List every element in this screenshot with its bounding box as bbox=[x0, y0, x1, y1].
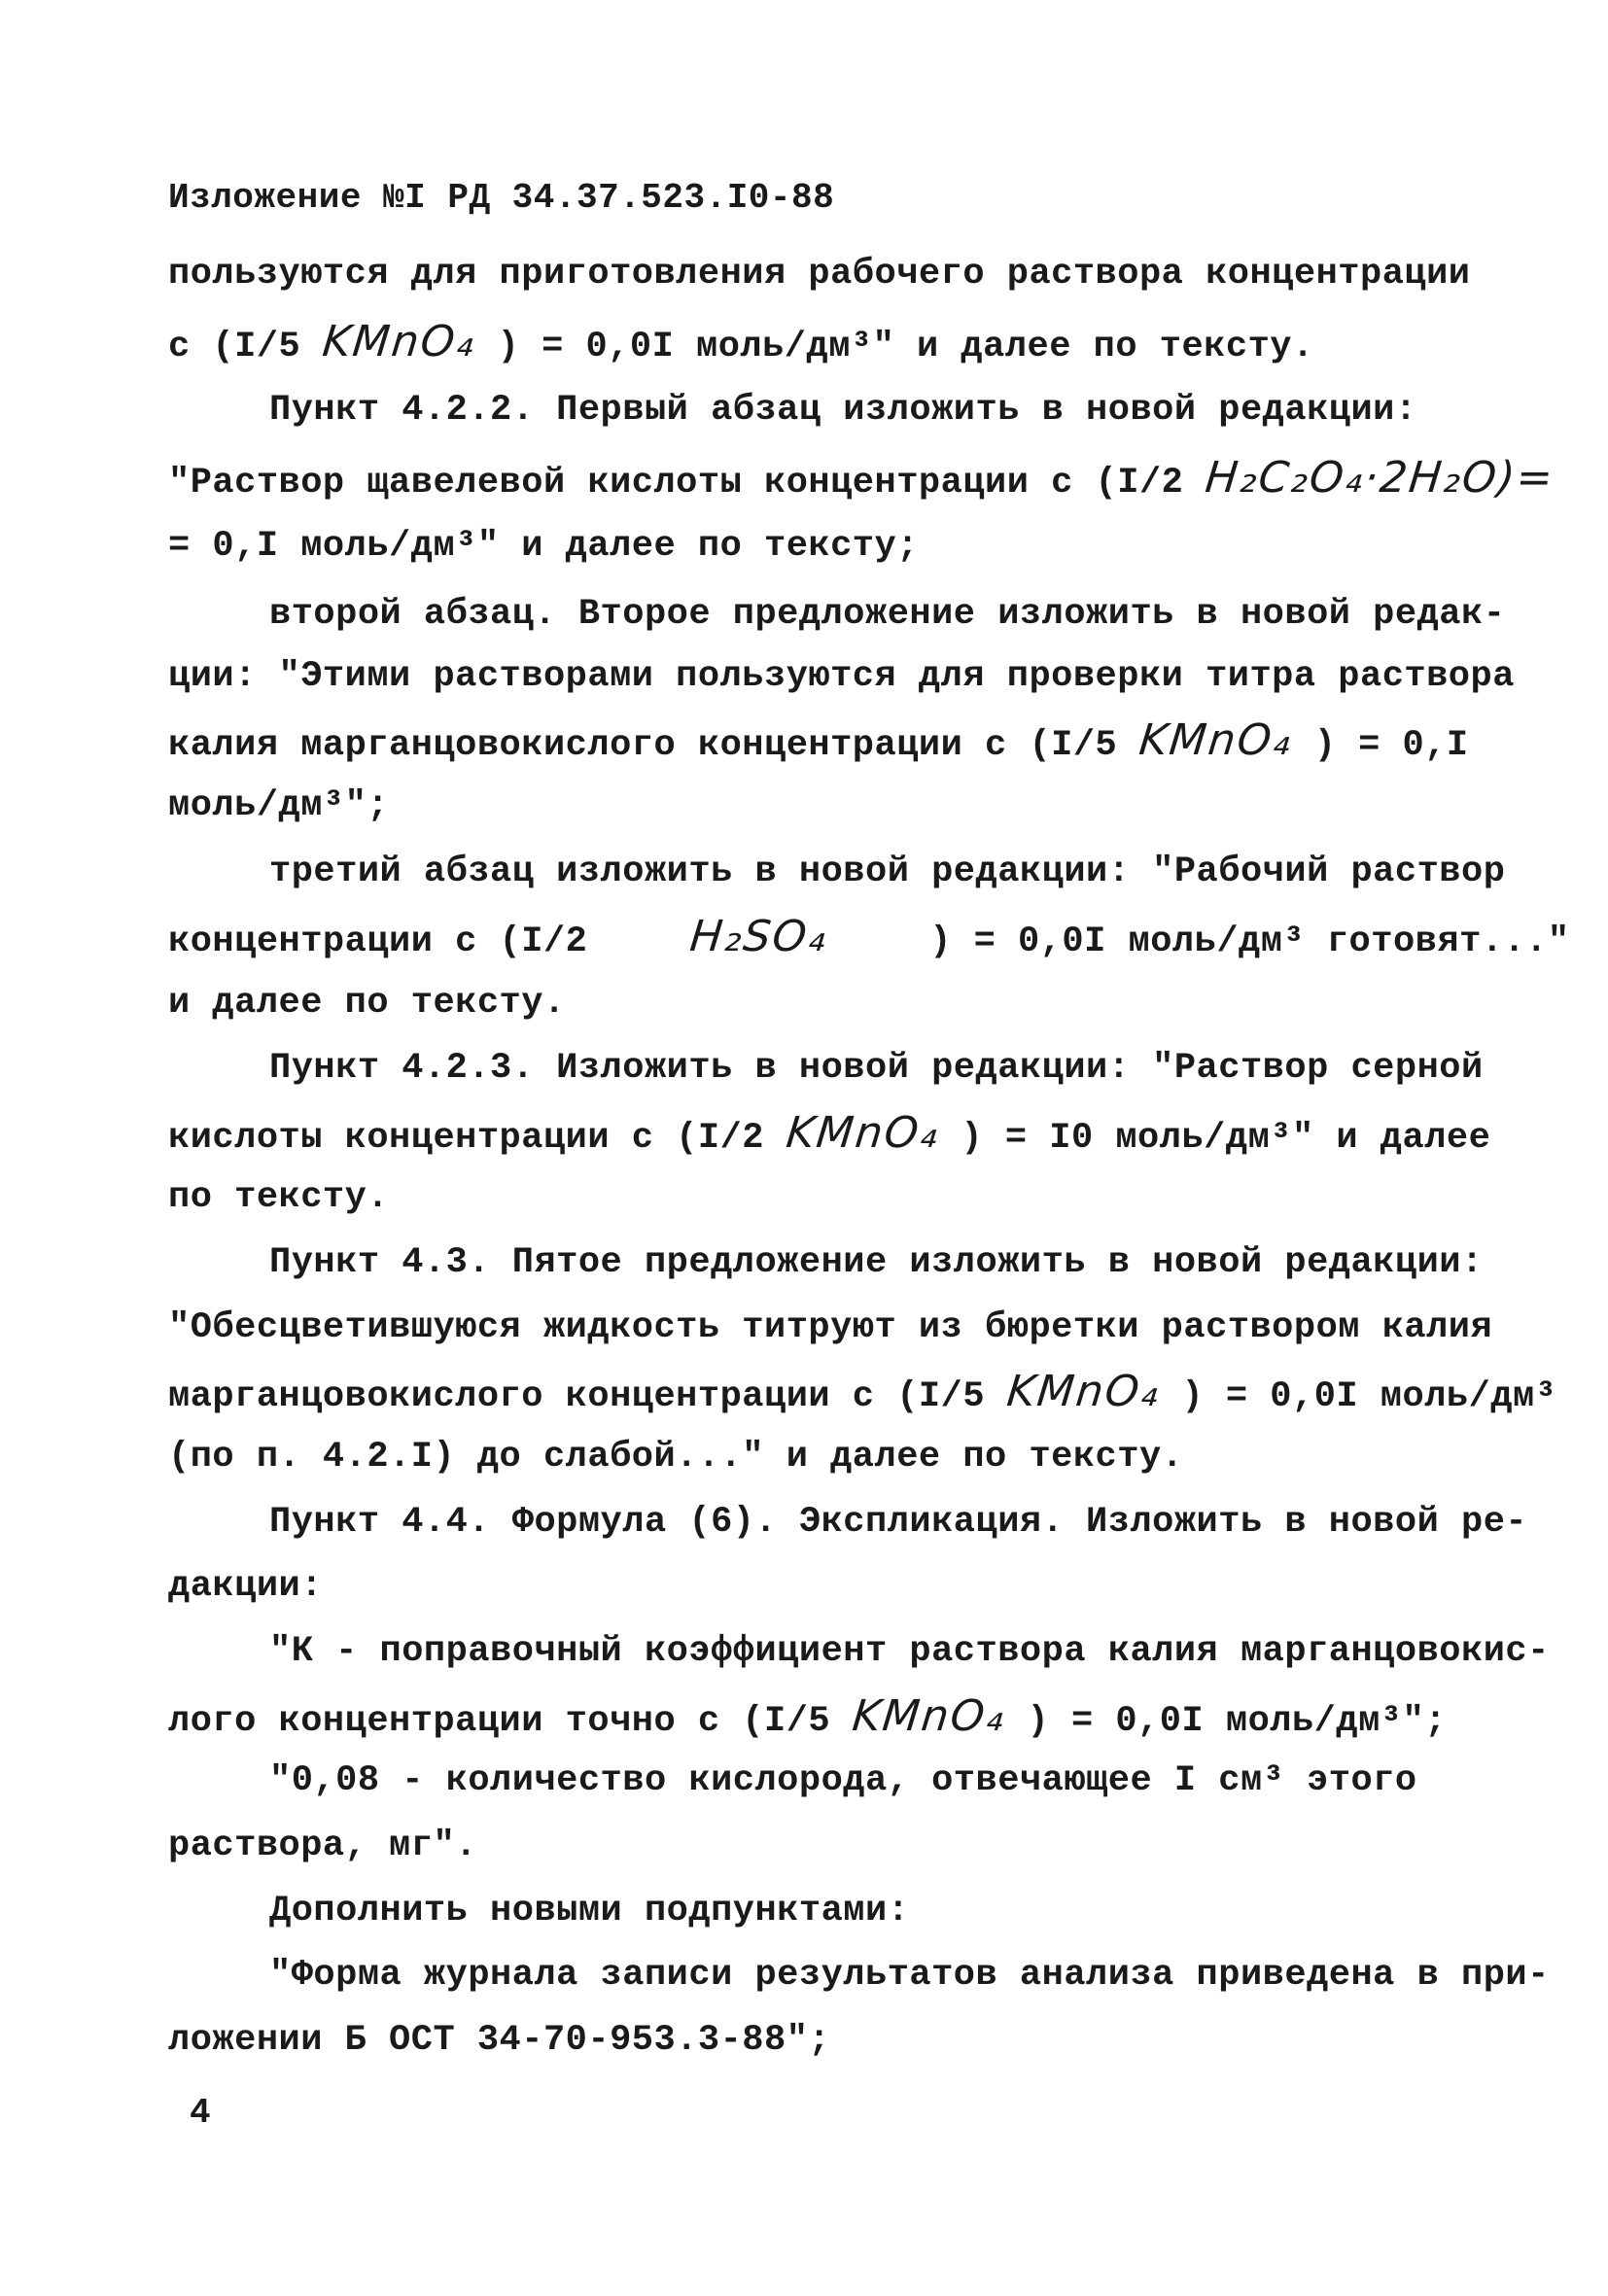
text-line: по тексту. bbox=[168, 1177, 390, 1218]
handwritten-formula: KMnO₄ bbox=[784, 1108, 942, 1158]
text-line: "Обесцветившуюся жидкость титруют из бюретки раствором калия bbox=[168, 1307, 1493, 1348]
text-line: раствора, мг". bbox=[168, 1826, 477, 1866]
text-line: "К - поправочный коэффициент раствора калия марганцовокис- bbox=[269, 1631, 1550, 1672]
page-number: 4 bbox=[190, 2093, 211, 2133]
handwritten-formula: H₂SO₄ bbox=[687, 912, 830, 961]
handwritten-formula: KMnO₄ bbox=[1004, 1367, 1163, 1416]
text-line: Пункт 4.2.2. Первый абзац изложить в новой редакции: bbox=[269, 390, 1417, 431]
text-line: "Форма журнала записи результатов анализа приведена в при- bbox=[269, 1955, 1550, 1996]
text-line: ложении Б ОСТ 34-70-953.3-88"; bbox=[168, 2020, 831, 2061]
text-line: и далее по тексту. bbox=[168, 983, 566, 1024]
text-line: моль/дм³"; bbox=[168, 785, 390, 826]
text-line: калия марганцовокислого концентрации с (I/5 KMnO₄ ) = 0,I bbox=[168, 715, 1469, 766]
text-line: "0,08 - количество кислорода, отвечающее I см³ этого bbox=[269, 1760, 1417, 1801]
text-line: концентрации с (I/2 H₂SO₄ ) = 0,0I моль/дм³ готовят..." bbox=[168, 912, 1570, 962]
text-line: Пункт 4.2.3. Изложить в новой редакции: "Раствор серной bbox=[269, 1048, 1484, 1089]
text-line: лого концентрации точно с (I/5 KMnO₄ ) = 0,0I моль/дм³"; bbox=[168, 1691, 1447, 1742]
handwritten-formula: KMnO₄ bbox=[320, 317, 478, 366]
text-line: Дополнить новыми подпунктами: bbox=[269, 1891, 910, 1931]
text-line: марганцовокислого концентрации с (I/5 KMnO₄ ) = 0,0I моль/дм³ bbox=[168, 1367, 1557, 1417]
handwritten-formula: H₂C₂O₄·2H₂O)= bbox=[1203, 453, 1557, 503]
text-line: (по п. 4.2.I) до слабой..." и далее по тексту. bbox=[168, 1437, 1184, 1478]
text-line: второй абзац. Второе предложение изложить в новой редак- bbox=[269, 594, 1506, 635]
text-line: третий абзац изложить в новой редакции: "Рабочий раствор bbox=[269, 852, 1506, 892]
text-line: пользуются для приготовления рабочего раствора концентрации bbox=[168, 254, 1471, 295]
text-line: Пункт 4.3. Пятое предложение изложить в новой редакции: bbox=[269, 1242, 1484, 1283]
text-line: = 0,I моль/дм³" и далее по тексту; bbox=[168, 526, 919, 567]
text-line: кислоты концентрации с (I/2 KMnO₄ ) = I0 моль/дм³" и далее bbox=[168, 1108, 1491, 1159]
text-line: ции: "Этими растворами пользуются для проверки титра раствора bbox=[168, 656, 1515, 697]
text-line: Пункт 4.4. Формула (6). Экспликация. Изложить в новой ре- bbox=[269, 1502, 1528, 1543]
handwritten-formula: KMnO₄ bbox=[850, 1691, 1008, 1741]
text-line: дакции: bbox=[168, 1566, 323, 1607]
document-header: Изложение №I РД 34.37.523.I0-88 bbox=[168, 178, 835, 218]
text-line: с (I/5 KMnO₄ ) = 0,0I моль/дм³" и далее по тексту. bbox=[168, 317, 1314, 367]
text-line: "Раствор щавелевой кислоты концентрации с (I/2 H₂C₂O₄·2H₂O)= bbox=[168, 453, 1557, 504]
handwritten-formula: KMnO₄ bbox=[1136, 715, 1295, 765]
